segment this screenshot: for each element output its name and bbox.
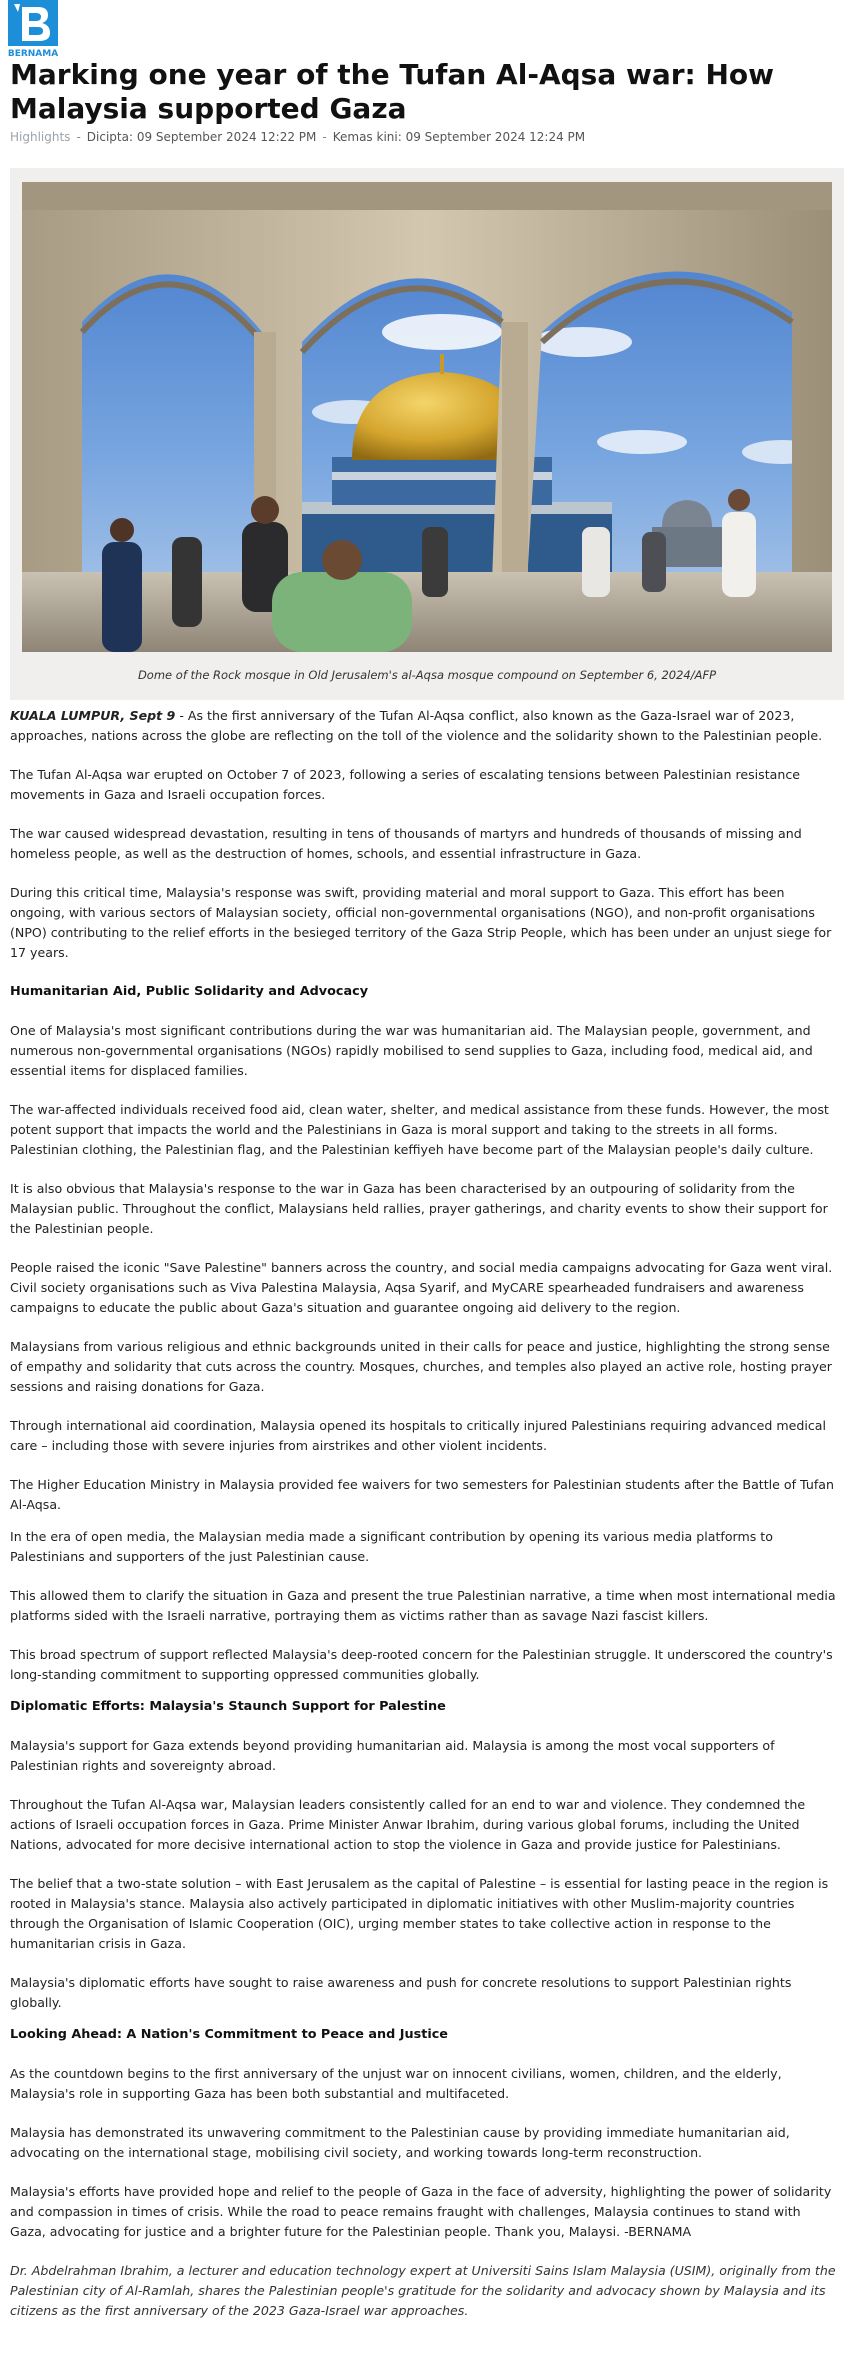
paragraph: During this critical time, Malaysia's response was swift, providing material and moral support to Gaza. This effort has been ongoing, with various sectors of Malaysian society, official non-governmental organisations (NGO), and non-profit organisations (NPO) contributing to the relief efforts in the besieged territory of the Gaza Strip People, which has been under an unjust siege for 17 years. [10,885,832,960]
paragraph: The Higher Education Ministry in Malaysia provided fee waivers for two semesters for Palestinian students after the Battle of Tufan Al-Aqsa. [10,1477,834,1512]
paragraph: Malaysians from various religious and ethnic backgrounds united in their calls for peace and justice, highlighting the strong sense of empathy and solidarity that cuts across the country. Mosques, churches, and temples also played an active role, hosting prayer sessions and raising donations for Gaza. [10,1339,832,1394]
section-heading: Looking Ahead: A Nation's Commitment to Peace and Justice [10,2027,448,2042]
section-heading: Diplomatic Efforts: Malaysia's Staunch Support for Palestine [10,1699,446,1714]
paragraph: One of Malaysia's most significant contributions during the war was humanitarian aid. The Malaysian people, government, and numerous non-governmental organisations (NGOs) rapidly mobilised to send supplies to Gaza, including food, medical aid, and essential items for displaced families. [10,1023,813,1078]
meta-separator: - [322,130,327,144]
paragraph: It is also obvious that Malaysia's response to the war in Gaza has been characterised by an outpouring of solidarity from the Malaysian public. Throughout the conflict, Malaysians held rallies, prayer gatherings, and charity events to show their support for the Palestinian people. [10,1181,828,1236]
lead-text: - As the first anniversary of the Tufan Al-Aqsa conflict, also known as the Gaza-Israel war of 2023, approaches, nations across the globe are reflecting on the toll of the violence and the solidarity shown to the Palestinian people. [10,708,823,743]
paragraph: Throughout the Tufan Al-Aqsa war, Malaysian leaders consistently called for an end to war and violence. They condemned the actions of Israeli occupation forces in Gaza. Prime Minister Anwar Ibrahim, during various global forums, including the United Nations, advocated for more decisive international action to stop the violence in Gaza and provide justice for Palestinians. [10,1797,806,1852]
dateline: KUALA LUMPUR, Sept 9 [10,708,176,723]
paragraph: The Tufan Al-Aqsa war erupted on October 7 of 2023, following a series of escalating tensions between Palestinian resistance movements in Gaza and Israeli occupation forces. [10,767,801,802]
section-heading: Humanitarian Aid, Public Solidarity and Advocacy [10,984,369,999]
published-date: Dicipta: 09 September 2024 12:22 PM [86,130,317,144]
paragraph: This allowed them to clarify the situation in Gaza and present the true Palestinian narrative, a time when most international media platforms sided with the Israeli narrative, portraying them as victims rather than as savage Nazi fascist killers. [10,1588,836,1623]
paragraph: The war-affected individuals received food aid, clean water, shelter, and medical assistance from these funds. However, the most potent support that impacts the world and the Palestinians in Gaza is moral support and taking to the streets in all forms. Palestinian clothing, the Palestinian flag, and the Palestinian keffiyeh have become part of the Malaysian people's daily culture. [10,1102,829,1157]
paragraph: People raised the iconic "Save Palestine" banners across the country, and social media campaigns advocating for Gaza went viral. Civil society organisations such as Viva Palestina Malaysia, Aqsa Syarif, and MyCARE spearheaded fundraisers and awareness campaigns to educate the public about Gaza's situation and guarantee ongoing aid delivery to the region. [10,1260,833,1315]
paragraph: Malaysia's efforts have provided hope and relief to the people of Gaza in the face of adversity, highlighting the power of solidarity and compassion in times of crisis. While the road to peace remains fraught with challenges, Malaysia continues to stand with Gaza, advocating for justice and a brighter future for the Palestinian people. Thank you, Malaysi. -BERNAMA [10,2184,832,2239]
photo-caption: Dome of the Rock mosque in Old Jerusalem's al-Aqsa mosque compound on September 6, 2024/AFP [137,668,717,682]
category-link[interactable]: Highlights [10,130,71,144]
bernama-logo[interactable] [8,0,58,58]
lead-paragraph [10,706,840,746]
author-bio: Dr. Abdelrahman Ibrahim, a lecturer and education technology expert at Universiti Sains Islam Malaysia (USIM), originally from the Palestinian city of Al-Ramlah, shares the Palestinian people's gratitude for the solidarity and advocacy shown by Malaysia and its citizens as the first anniversary of the 2023 Gaza-Israel war approaches. [10,2263,836,2318]
paragraph: This broad spectrum of support reflected Malaysia's deep-rooted concern for the Palestinian struggle. It underscored the country's long-standing commitment to supporting oppressed communities globally. [10,1647,833,1682]
updated-date: Kemas kini: 09 September 2024 12:24 PM [332,130,586,144]
paragraph: Through international aid coordination, Malaysia opened its hospitals to critically injured Palestinians requiring advanced medical care – including those with severe injuries from airstrikes and other violent incidents. [10,1418,826,1453]
paragraph: As the countdown begins to the first anniversary of the unjust war on innocent civilians, women, children, and the elderly, Malaysia's role in supporting Gaza has been both substantial and multifaceted. [10,2066,782,2101]
paragraph: The war caused widespread devastation, resulting in tens of thousands of martyrs and hundreds of thousands of missing and homeless people, as well as the destruction of homes, schools, and essential infrastructure in Gaza. [10,826,802,861]
article-photo [22,182,832,652]
paragraph: In the era of open media, the Malaysian media made a significant contribution by opening its various media platforms to Palestinians and supporters of the just Palestinian cause. [10,1529,773,1564]
page-title: Marking one year of the Tufan Al-Aqsa war: How Malaysia supported Gaza [10,58,775,125]
article-meta [10,130,840,144]
article-figure [10,168,844,700]
logo-wordmark: BERNAMA [8,49,58,58]
paragraph: The belief that a two-state solution – with East Jerusalem as the capital of Palestine – is essential for lasting peace in the region is rooted in Malaysia's stance. Malaysia also actively participated in diplomatic initiatives with other Muslim-majority countries through the Organisation of Islamic Cooperation (OIC), urging member states to take collective action in response to the humanitarian crisis in Gaza. [10,1876,829,1951]
article-body [10,706,840,2321]
meta-separator: - [76,130,81,144]
paragraph: Malaysia's support for Gaza extends beyond providing humanitarian aid. Malaysia is among the most vocal supporters of Palestinian rights and sovereignty abroad. [10,1738,775,1773]
paragraph: Malaysia has demonstrated its unwavering commitment to the Palestinian cause by providing immediate humanitarian aid, advocating on the international stage, mobilising civil society, and working towards long-term reconstruction. [10,2125,790,2160]
paragraph: Malaysia's diplomatic efforts have sought to raise awareness and push for concrete resolutions to support Palestinian rights globally. [10,1975,792,2010]
